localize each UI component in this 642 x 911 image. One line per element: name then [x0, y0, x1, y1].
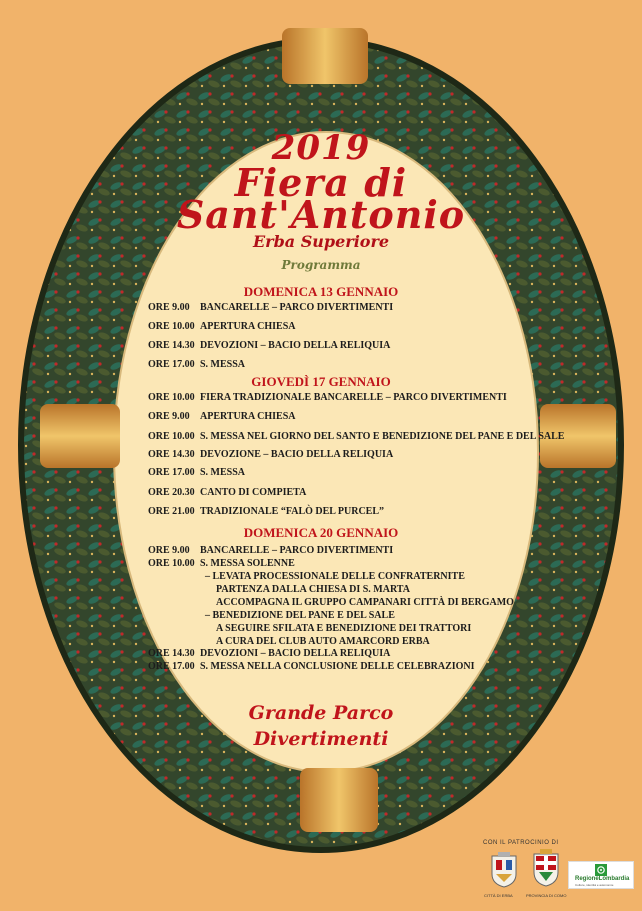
- row-time: ORE 17.00: [148, 661, 195, 672]
- day-heading: DOMENICA 13 GENNAIO: [243, 284, 399, 299]
- programma-label: Programma: [281, 258, 361, 272]
- event-detail: PARTENZA DALLA CHIESA DI S. MARTA: [216, 584, 410, 595]
- schedule-row: [148, 359, 245, 370]
- row-desc: S. MESSA: [200, 359, 246, 370]
- footer-line1: Grande Parco: [248, 702, 394, 724]
- schedule-row: [148, 431, 564, 442]
- row-desc: DEVOZIONI – BACIO DELLA RELIQUIA: [200, 648, 391, 659]
- row-desc: DEVOZIONI – BACIO DELLA RELIQUIA: [200, 340, 391, 351]
- como-crest-icon: [530, 848, 562, 888]
- row-desc: BANCARELLE – PARCO DIVERTIMENTI: [200, 302, 394, 313]
- schedule-row: [148, 545, 393, 556]
- event-detail: A CURA DEL CLUB AUTO AMARCORD ERBA: [216, 636, 430, 647]
- erba-crest-icon: [488, 852, 520, 888]
- row-time: ORE 14.30: [148, 449, 195, 460]
- row-time: ORE 9.00: [148, 545, 190, 556]
- row-time: ORE 9.00: [148, 411, 190, 422]
- row-time: ORE 20.30: [148, 487, 195, 498]
- row-time: ORE 10.00: [148, 558, 195, 569]
- row-time: ORE 9.00: [148, 302, 190, 313]
- erba-caption: CITTÀ DI ERBA: [484, 893, 513, 898]
- row-desc: TRADIZIONALE “FALÒ DEL PURCEL”: [200, 506, 385, 517]
- lombardia-logo: [568, 861, 634, 889]
- row-time: ORE 10.00: [148, 321, 195, 332]
- title-line1: Fiera di: [234, 160, 408, 205]
- schedule-row: [148, 487, 306, 498]
- row-time: ORE 10.00: [148, 431, 195, 442]
- row-desc: DEVOZIONE – BACIO DELLA RELIQUIA: [200, 449, 394, 460]
- year: 2019: [271, 128, 371, 168]
- day-heading: DOMENICA 20 GENNAIO: [243, 525, 399, 540]
- schedule-row: [148, 302, 393, 313]
- row-desc: S. MESSA SOLENNE: [200, 558, 295, 569]
- row-desc: FIERA TRADIZIONALE BANCARELLE – PARCO DIVERTIMENTI: [200, 392, 507, 403]
- row-time: ORE 17.00: [148, 467, 195, 478]
- lombardia-tagline: Culture, identità e autonomie: [575, 883, 614, 887]
- schedule-row: [148, 661, 475, 672]
- schedule-row: [148, 648, 390, 659]
- day-heading: GIOVEDÌ 17 GENNAIO: [251, 374, 391, 389]
- row-desc: APERTURA CHIESA: [200, 411, 296, 422]
- event-detail: ACCOMPAGNA IL GRUPPO CAMPANARI CITTÀ DI BERGAMO: [216, 597, 514, 608]
- title-line2: Sant'Antonio: [176, 192, 466, 237]
- row-time: ORE 14.30: [148, 648, 195, 659]
- event-detail: – LEVATA PROCESSIONALE DELLE CONFRATERNITE: [205, 571, 465, 582]
- schedule-row: [148, 411, 296, 422]
- como-caption: PROVINCIA DI COMO: [526, 893, 567, 898]
- schedule-row: [148, 558, 295, 569]
- row-desc: S. MESSA: [200, 467, 246, 478]
- schedule-row: [148, 449, 393, 460]
- schedule-row: [148, 506, 384, 517]
- event-detail: A SEGUIRE SFILATA E BENEDIZIONE DEI TRATTORI: [216, 623, 472, 634]
- footer-line2: Divertimenti: [253, 728, 389, 750]
- schedule-row: [148, 392, 507, 403]
- schedule-row: [148, 467, 245, 478]
- row-time: ORE 21.00: [148, 506, 195, 517]
- row-desc: S. MESSA NEL GIORNO DEL SANTO E BENEDIZIONE DEL PANE E DEL SALE: [200, 431, 565, 442]
- row-time: ORE 10.00: [148, 392, 195, 403]
- subtitle: Erba Superiore: [252, 232, 390, 251]
- patrocinio-label: CON IL PATROCINIO DI: [483, 840, 559, 846]
- row-desc: S. MESSA NELLA CONCLUSIONE DELLE CELEBRAZIONI: [200, 661, 475, 672]
- row-desc: BANCARELLE – PARCO DIVERTIMENTI: [200, 545, 394, 556]
- schedule-row: [148, 321, 296, 332]
- lombardia-name: RegioneLombardia: [575, 876, 630, 882]
- row-time: ORE 17.00: [148, 359, 195, 370]
- lombardia-rose-icon: [595, 864, 607, 876]
- event-detail: – BENEDIZIONE DEL PANE E DEL SALE: [205, 610, 395, 621]
- row-desc: APERTURA CHIESA: [200, 321, 296, 332]
- schedule-row: [148, 340, 390, 351]
- row-time: ORE 14.30: [148, 340, 195, 351]
- row-desc: CANTO DI COMPIETA: [200, 487, 307, 498]
